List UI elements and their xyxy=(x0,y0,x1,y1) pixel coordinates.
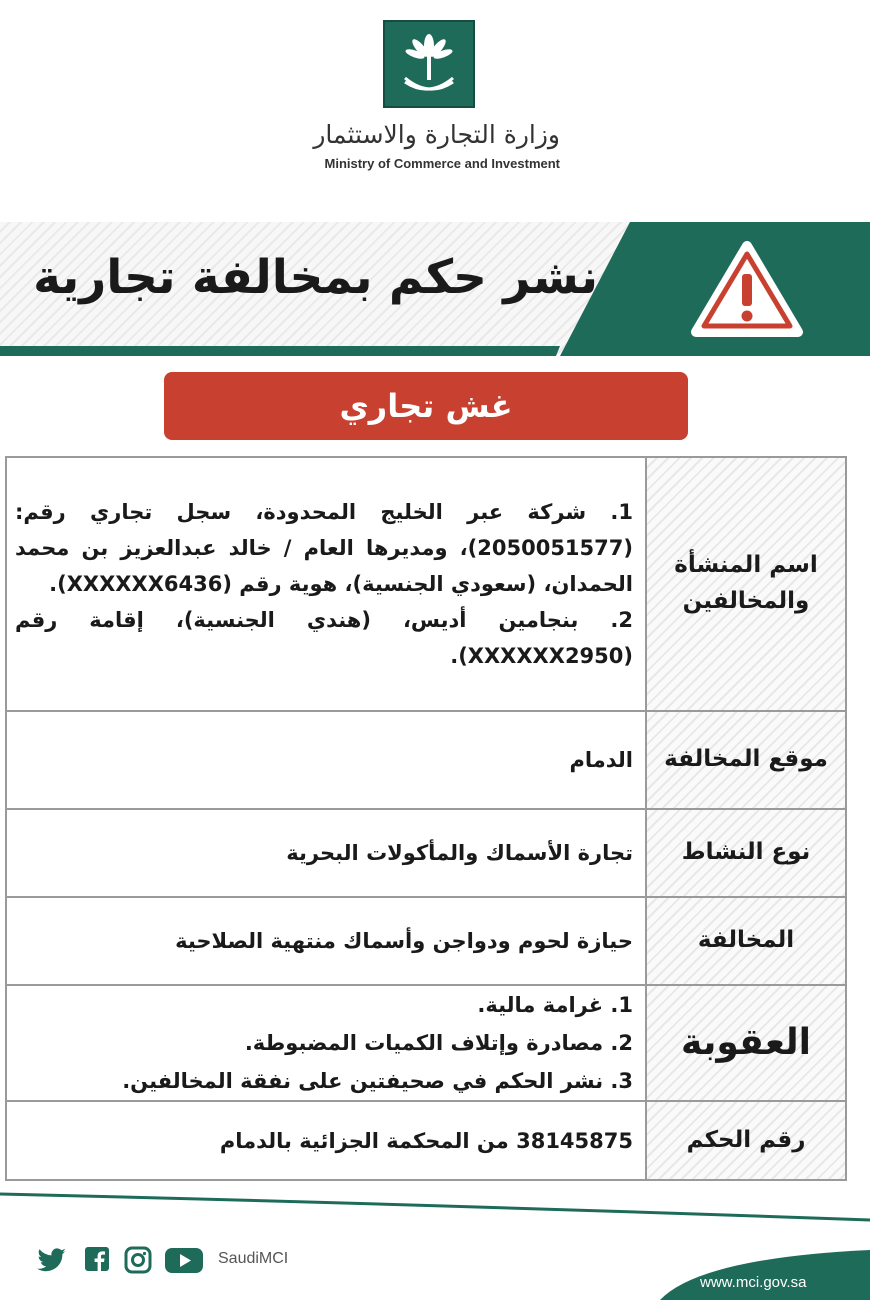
banner-title: نشر حكم بمخالفة تجارية xyxy=(33,250,598,305)
instagram-icon[interactable] xyxy=(124,1245,152,1275)
penalty-item: 3. نشر الحكم في صحيفتين على نفقة المخالفين. xyxy=(122,1069,633,1093)
penalty-item: 1. غرامة مالية. xyxy=(477,993,633,1017)
verdict-value: 38145875 من المحكمة الجزائية بالدمام xyxy=(219,1128,633,1153)
social-handle[interactable]: SaudiMCI xyxy=(218,1250,289,1267)
website-link[interactable]: www.mci.gov.sa xyxy=(700,1274,807,1291)
table-row-location xyxy=(7,712,845,810)
facebook-icon[interactable] xyxy=(84,1245,110,1275)
penalty-item: 2. مصادرة وإتلاف الكميات المضبوطة. xyxy=(244,1031,633,1055)
category-badge: غش تجاري xyxy=(164,372,688,440)
youtube-icon[interactable] xyxy=(164,1245,204,1275)
verdict-label: رقم الحكم xyxy=(645,1102,845,1179)
table-row-penalty xyxy=(7,986,845,1102)
activity-label: نوع النشاط xyxy=(645,810,845,896)
violation-label: المخالفة xyxy=(645,898,845,984)
facility-item-1: 1. شركة عبر الخليج المحدودة، سجل تجاري رقم: (2050051577)، ومديرها العام / خالد عبدالعزيز بن محمد الحمدان، (سعودي الجنسية)، هوية رقم (XXXXXX6436). xyxy=(15,500,633,596)
activity-value: تجارة الأسماك والمأكولات البحرية xyxy=(286,841,633,865)
violation-value: حيازة لحوم ودواجن وأسماك منتهية الصلاحية xyxy=(175,929,633,953)
facility-label: اسم المنشأة والمخالفين xyxy=(645,458,845,710)
penalty-label: العقوبة xyxy=(645,986,845,1100)
location-value: الدمام xyxy=(569,748,633,772)
ministry-name-arabic: وزارة التجارة والاستثمار xyxy=(313,120,560,149)
table-row-violation xyxy=(7,898,845,986)
ministry-name-english: Ministry of Commerce and Investment xyxy=(324,156,560,171)
penalty-value xyxy=(7,986,645,1100)
ministry-logo xyxy=(383,20,475,108)
table-row-verdict xyxy=(7,1102,845,1179)
location-label: موقع المخالفة xyxy=(645,712,845,808)
palm-swords-emblem-icon xyxy=(385,22,473,106)
violation-table xyxy=(5,456,847,1181)
table-row-activity xyxy=(7,810,845,898)
facility-item-2: 2. بنجامين أديس، (هندي الجنسية)، إقامة رقم (XXXXXX2950). xyxy=(15,608,633,668)
twitter-icon[interactable] xyxy=(36,1245,68,1275)
facility-value xyxy=(7,458,645,710)
table-row-facility xyxy=(7,458,845,712)
